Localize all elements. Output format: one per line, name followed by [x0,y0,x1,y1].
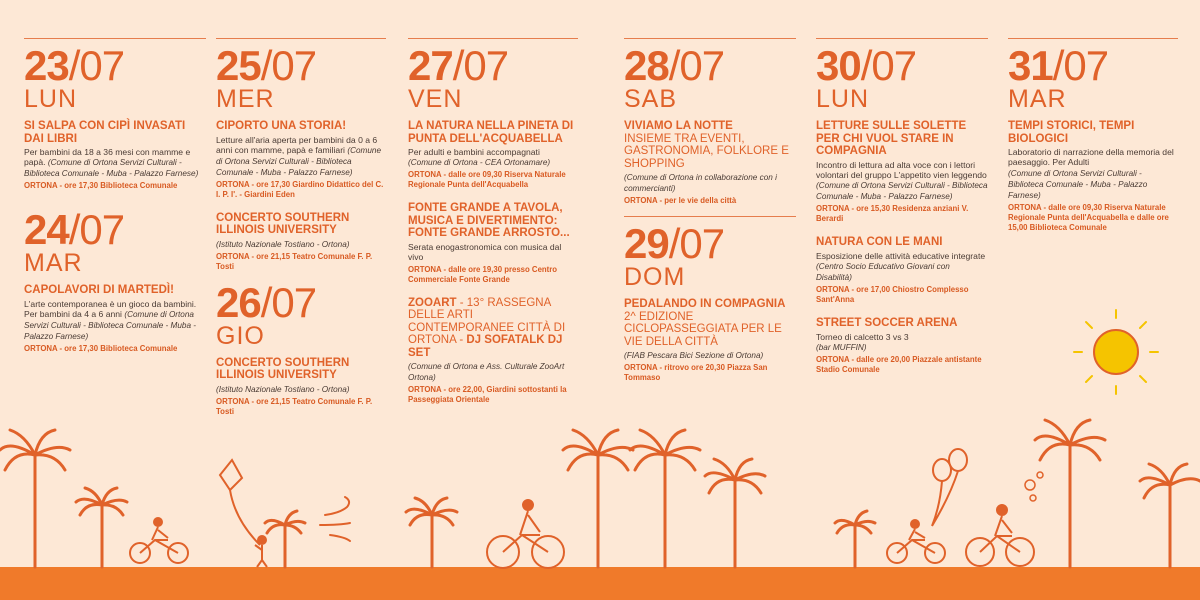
column-3 [408,38,578,405]
weekday: MAR [1008,85,1067,113]
palm-tree-icon [0,430,70,567]
event-title: CIPORTO UNA STORIA! [216,120,347,132]
date-number: 30/07 [816,42,917,89]
event-title: LETTURE SULLE SOLETTE PER CHI VUOL STARE IN COMPAGNIA [816,120,967,157]
weekday: MAR [24,249,83,278]
date-number: 27/07 [408,42,509,89]
event-title: LA NATURA NELLA PINETA DI PUNTA DELL'ACQUABELLA [408,120,574,145]
event-title: STREET SOCCER ARENA [816,317,958,330]
bubbles [1025,472,1043,501]
event-organizer: (Comune di Ortona Servizi Culturali - Biblioteca Comunale - Muba - Palazzo Farnese) [24,158,199,179]
event-place: - ore 22,00, Giardini sottostanti la Passeggiata Orientale [408,385,567,405]
event-place: - ore 21,15 Teatro Comunale F. P. Tosti [216,396,373,416]
event-organizer: (Comune di Ortona e Ass. Culturale ZooArt Ortona) [408,362,565,383]
event-city: ORTONA [1008,202,1042,212]
event-city: ORTONA [408,385,442,395]
event [816,236,988,305]
event-desc: Incontro di lettura ad alta voce con i lettori volontari del gruppo L'appetito vien leggendo [816,159,987,180]
sun-icon [1074,310,1158,394]
cyclist-icon [487,500,564,568]
event-desc: Torneo di calcetto 3 vs 3 [816,331,909,342]
event-organizer: (Comune di Ortona in collaborazione con i commercianti) [624,173,777,193]
event-place: - ore 17,30 Biblioteca Comunale [57,181,178,191]
weekday: VEN [408,85,463,113]
weekday: LUN [24,85,78,113]
palm-tree-icon [1035,420,1105,567]
event-desc: Laboratorio di narrazione della memoria del paesaggio. Per Adulti [1008,147,1174,168]
event-organizer: (Comune di Ortona Servizi Culturali - Biblioteca Comunale - Muba - Palazzo Farnese) [216,145,382,177]
event-place: - ore 17,00 Chiostro Complesso Sant'Anna [816,285,969,305]
event [24,284,206,354]
divider [216,38,386,39]
event-desc: Letture all'aria aperta per bambini da 0 a 6 anni con mamme, papà e familiari [216,134,378,155]
balloon-icon [932,449,967,526]
date-number: 26/07 [216,278,317,326]
event-title: ZOOART [408,296,457,309]
event-desc: L'arte contemporanea è un gioco da bambini. Per bambini da 4 a 6 anni [24,298,197,320]
event [1008,120,1178,233]
event-city: ORTONA [216,251,250,261]
event-place: - dalle ore 09,30 Riserva Naturale Regionale Punta dell'Acquabella e dalle ore 15,00 Biblioteca Comunale [1008,202,1169,232]
wind-icon [320,497,350,541]
day-23 [24,42,206,191]
event-city: ORTONA [624,363,658,372]
day-30 [816,42,988,375]
event-title: CONCERTO SOUTHERN ILLINOIS UNIVERSITY [216,211,350,237]
event-city: ORTONA [24,181,58,191]
event-title: FONTE GRANDE A TAVOLA, MUSICA E DIVERTIMENTO: FONTE GRANDE ARROSTO... [408,202,570,240]
event-title: PEDALANDO IN COMPAGNIA [624,298,786,310]
column-5 [816,38,988,375]
weekday: GIO [216,321,265,350]
event-subtitle: INSIEME TRA EVENTI, GASTRONOMIA, FOLKLORE E SHOPPING [624,132,789,170]
event [216,357,386,417]
event-city: ORTONA [408,264,442,274]
column-2 [216,38,386,417]
event [408,297,578,406]
event-city: ORTONA [408,170,442,180]
divider [408,38,578,39]
event [408,202,578,284]
kite-icon [220,460,267,567]
divider [816,38,988,39]
palm-tree-icon [563,430,633,567]
event-subtitle: - 13° RASSEGNA DELLE ARTI CONTEMPORANEE CITTÀ DI ORTONA - [408,296,566,347]
day-25 [216,42,386,272]
event-subtitle: 2^ EDIZIONE CICLOPASSEGGIATA PER LE VIE DELLA CITTÀ [624,310,782,348]
event [24,120,206,191]
event-organizer: (bar MUFFIN) [816,343,867,353]
ground [0,567,1200,600]
event-place: - dalle ore 09,30 Riserva Naturale Regionale Punta dell'Acquabella [408,170,566,190]
event [624,298,796,383]
event-title: NATURA CON LE MANI [816,236,943,249]
divider [624,38,796,39]
event-organizer: (Comune di Ortona Servizi Culturali - Biblioteca Comunale - Muba - Palazzo Farnese) [24,310,197,342]
date-number: 29/07 [624,220,725,267]
divider [24,38,206,39]
day-31 [1008,42,1178,233]
date-number: 31/07 [1008,42,1109,89]
event-organizer: (Comune di Ortona - CEA Ortonamare) [408,158,551,168]
cyclist-icon [966,505,1034,566]
event [816,120,988,224]
event [216,212,386,272]
event-title: TEMPI STORICI, TEMPI BIOLOGICI [1008,120,1135,145]
palm-tree-icon [705,459,765,567]
event-organizer: (FIAB Pescara Bici Sezione di Ortona) [624,351,764,360]
date-number: 25/07 [216,42,317,89]
day-29 [624,220,796,383]
event-organizer: (Comune di Ortona Servizi Culturali - Biblioteca Comunale - Muba - Palazzo Farnese) [816,181,988,202]
event-city: ORTONA [624,196,658,205]
event-title-2: DJ SOFATALK DJ SET [408,334,563,359]
palm-tree-icon [265,511,305,567]
event-place: - ritrovo ore 20,30 Piazza San Tommaso [624,363,768,382]
column-6 [1008,38,1178,233]
day-27 [408,42,578,405]
event-organizer: (Istituto Nazionale Tostiano - Ortona) [216,384,350,394]
event-city: ORTONA [24,344,58,354]
event-city: ORTONA [216,179,250,189]
event-place: - ore 17,30 Giardino Didattico del C. I. P. I'. - Giardini Eden [216,179,384,199]
event-organizer: (Istituto Nazionale Tostiano - Ortona) [216,239,350,249]
palm-tree-icon [76,488,127,567]
divider [624,216,796,217]
palm-tree-icon [835,511,875,567]
event-place: - ore 17,30 Biblioteca Comunale [57,344,178,354]
palm-tree-icon [406,498,457,567]
event [624,120,796,206]
weekday: MER [216,85,275,113]
cyclist-icon [130,518,188,563]
event-desc: Esposizione delle attività educative integrate [816,250,986,261]
event-city: ORTONA [816,204,850,214]
date-number: 24/07 [24,206,125,254]
palm-tree-icon [630,430,700,567]
cyclist-icon [887,520,945,563]
event-organizer: (Centro Socio Educativo Giovani con Disabilità) [816,262,950,283]
palm-tree-icon [1140,464,1200,567]
event-place: - ore 21,15 Teatro Comunale F. P. Tosti [216,251,373,271]
event-city: ORTONA [216,396,250,406]
event-city: ORTONA [816,285,850,295]
event-title: VIVIAMO LA NOTTE [624,120,733,132]
weekday: DOM [624,263,686,291]
event-place: - dalle ore 20,00 Piazzale antistante Stadio Comunale [816,355,982,375]
day-26 [216,278,386,417]
event-title: CONCERTO SOUTHERN ILLINOIS UNIVERSITY [216,356,350,382]
event-desc: Per adulti e bambini accompagnati [408,147,540,157]
column-4 [624,38,796,383]
date-number: 28/07 [624,42,725,89]
event-city: ORTONA [816,355,850,365]
event [816,317,988,375]
date-number: 23/07 [24,42,125,89]
divider [1008,38,1178,39]
event-desc: Serata enogastronomica con musica dal vivo [408,241,562,263]
event-place: - per le vie della città [657,196,737,205]
column-1 [24,38,206,354]
event [408,120,578,190]
event-organizer: (Comune di Ortona Servizi Culturali - Biblioteca Comunale - Muba - Palazzo Farnese) [1008,168,1148,200]
weekday: LUN [816,85,870,113]
day-28 [624,42,796,206]
event-desc: Per bambini da 18 a 36 mesi con mamme e papà. [24,147,191,168]
event [216,120,386,200]
event-title: SI SALPA CON CIPÌ INVASATI DAI LIBRI [24,120,186,145]
day-24 [24,206,206,354]
event-place: - dalle ore 19,30 presso Centro Commerciale Fonte Grande [408,264,558,284]
event-place: - ore 15,30 Residenza anziani V. Berardi [816,204,969,224]
weekday: SAB [624,85,678,113]
event-title: CAPOLAVORI DI MARTEDÌ! [24,284,174,297]
